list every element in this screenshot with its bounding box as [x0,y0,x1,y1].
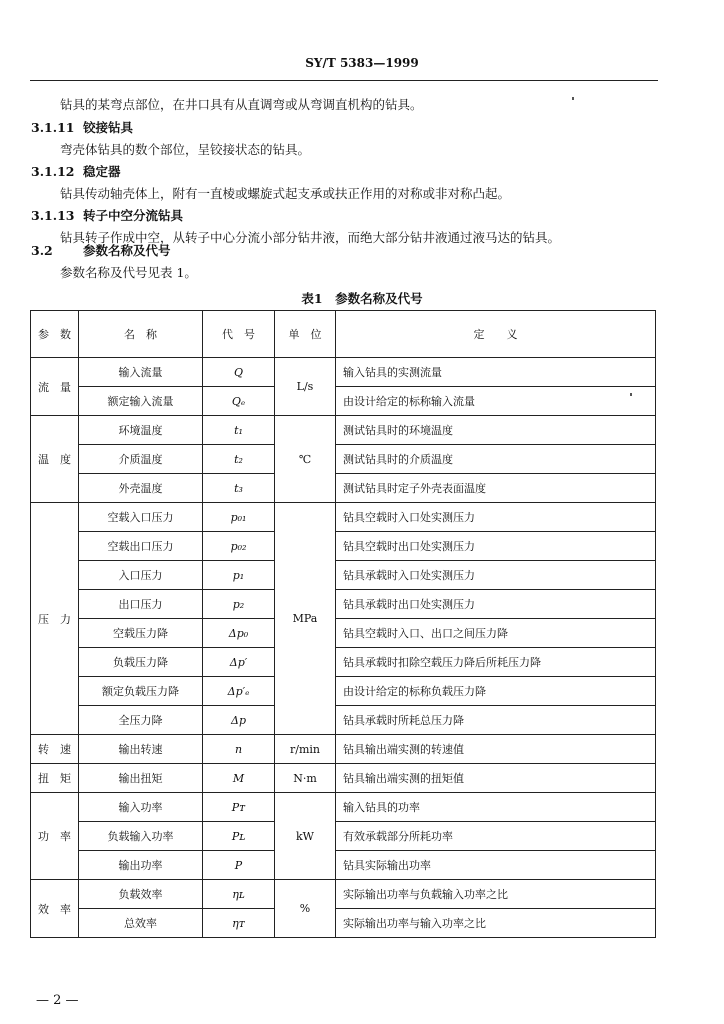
definition-cell: 测试钻具时的介质温度 [336,445,656,474]
table-row [31,532,656,561]
unit-cell: % [275,880,336,938]
header-unit: 单 位 [275,311,336,358]
header-definition: 定 义 [336,311,656,358]
code-cell: Q [203,358,275,387]
section-text: 钻具转子作成中空，从转子中心分流小部分钻井液，而绝大部分钻井液通过液马达的钻具。 [60,230,561,245]
table-row [31,561,656,590]
code-cell: Δp′ₑ [203,677,275,706]
code-cell: P [203,851,275,880]
code-cell: ηʟ [203,880,275,909]
param-cell: 功 率 [31,793,79,880]
definition-cell: 由设计给定的标称负载压力降 [336,677,656,706]
definition-cell: 测试钻具时定子外壳表面温度 [336,474,656,503]
header-param: 参 数 [31,311,79,358]
section-title: 转子中空分流钻具 [83,208,184,223]
section-title: 参数名称及代号 [83,243,171,258]
code-cell: M [203,764,275,793]
definition-cell: 钻具承载时出口处实测压力 [336,590,656,619]
name-cell: 空载出口压力 [79,532,203,561]
table-row [31,648,656,677]
section-number: 3.2 [31,243,53,258]
code-cell: Δp₀ [203,619,275,648]
table-row [31,764,656,793]
param-cell: 压 力 [31,503,79,735]
name-cell: 输出功率 [79,851,203,880]
name-cell: 额定负载压力降 [79,677,203,706]
table-row [31,822,656,851]
name-cell: 入口压力 [79,561,203,590]
section-title: 铰接钻具 [83,120,134,135]
definition-cell: 实际输出功率与输入功率之比 [336,909,656,938]
section-number: 3.1.11 [31,120,75,135]
section-number: 3.1.12 [31,164,75,179]
param-cell: 流 量 [31,358,79,416]
param-cell: 转 速 [31,735,79,764]
code-cell: p₁ [203,561,275,590]
definition-cell: 钻具空载时出口处实测压力 [336,532,656,561]
code-cell: Pʟ [203,822,275,851]
name-cell: 额定输入流量 [79,387,203,416]
table-row [31,677,656,706]
definition-cell: 钻具空载时入口、出口之间压力降 [336,619,656,648]
table-row [31,706,656,735]
document-code: SY/T 5383—1999 [305,56,419,70]
name-cell: 全压力降 [79,706,203,735]
definition-cell: 钻具承载时入口处实测压力 [336,561,656,590]
table-header-row [31,311,656,358]
code-cell: Δp′ [203,648,275,677]
code-cell: n [203,735,275,764]
table-row [31,474,656,503]
name-cell: 总效率 [79,909,203,938]
paragraph-continuation: 钻具的某弯点部位，在井口具有从直调弯或从弯调直机构的钻具。 [60,97,423,112]
table-row [31,793,656,822]
name-cell: 空载压力降 [79,619,203,648]
definition-cell: 钻具输出端实测的扭矩值 [336,764,656,793]
name-cell: 介质温度 [79,445,203,474]
definition-cell: 实际输出功率与负载输入功率之比 [336,880,656,909]
name-cell: 输入功率 [79,793,203,822]
definition-cell: 输入钻具的功率 [336,793,656,822]
unit-cell: N·m [275,764,336,793]
table-row [31,880,656,909]
name-cell: 输出扭矩 [79,764,203,793]
unit-cell: MPa [275,503,336,735]
param-cell: 温 度 [31,416,79,503]
header-rule [30,80,658,81]
definition-cell: 由设计给定的标称输入流量 [336,387,656,416]
scan-speck [630,393,632,396]
unit-cell: r/min [275,735,336,764]
name-cell: 出口压力 [79,590,203,619]
scan-speck [572,97,574,100]
section-title: 稳定器 [83,164,121,179]
definition-cell: 测试钻具时的环境温度 [336,416,656,445]
code-cell: t₃ [203,474,275,503]
definition-cell: 钻具实际输出功率 [336,851,656,880]
table-row [31,416,656,445]
section-heading [31,162,121,180]
table-row [31,851,656,880]
parameter-table [30,310,656,938]
param-cell: 效 率 [31,880,79,938]
code-cell: Pᴛ [203,793,275,822]
unit-cell: kW [275,793,336,880]
table-row [31,445,656,474]
code-cell: t₁ [203,416,275,445]
name-cell: 输出转速 [79,735,203,764]
header-code: 代 号 [203,311,275,358]
definition-cell: 钻具承载时扣除空载压力降后所耗压力降 [336,648,656,677]
name-cell: 负载输入功率 [79,822,203,851]
section-text: 钻具传动轴壳体上，附有一直棱或螺旋式起支承或扶正作用的对称或非对称凸起。 [60,186,511,201]
definition-cell: 钻具空载时入口处实测压力 [336,503,656,532]
code-cell: p₀₂ [203,532,275,561]
section-heading [31,241,171,259]
name-cell: 外壳温度 [79,474,203,503]
code-cell: p₀₁ [203,503,275,532]
table-row [31,619,656,648]
table-row [31,503,656,532]
unit-cell: ℃ [275,416,336,503]
param-cell: 扭 矩 [31,764,79,793]
header-name: 名 称 [79,311,203,358]
code-cell: ηᴛ [203,909,275,938]
table-row [31,590,656,619]
section-heading [31,206,183,224]
code-cell: t₂ [203,445,275,474]
parameter-table-body [31,311,656,938]
page-number: — 2 — [36,993,79,1008]
table-title: 表1 参数名称及代号 [301,291,423,306]
table-row [31,358,656,387]
name-cell: 负载压力降 [79,648,203,677]
name-cell: 环境温度 [79,416,203,445]
name-cell: 空载入口压力 [79,503,203,532]
definition-cell: 钻具输出端实测的转速值 [336,735,656,764]
definition-cell: 钻具承载时所耗总压力降 [336,706,656,735]
definition-cell: 输入钻具的实测流量 [336,358,656,387]
section-text: 参数名称及代号见表 1。 [60,265,197,280]
section-number: 3.1.13 [31,208,75,223]
table-row [31,735,656,764]
name-cell: 输入流量 [79,358,203,387]
unit-cell: L/s [275,358,336,416]
definition-cell: 有效承载部分所耗功率 [336,822,656,851]
code-cell: Qₑ [203,387,275,416]
name-cell: 负载效率 [79,880,203,909]
code-cell: p₂ [203,590,275,619]
section-text: 弯壳体钻具的数个部位，呈铰接状态的钻具。 [60,142,311,157]
code-cell: Δp [203,706,275,735]
table-row [31,387,656,416]
table-row [31,909,656,938]
section-heading [31,118,133,136]
